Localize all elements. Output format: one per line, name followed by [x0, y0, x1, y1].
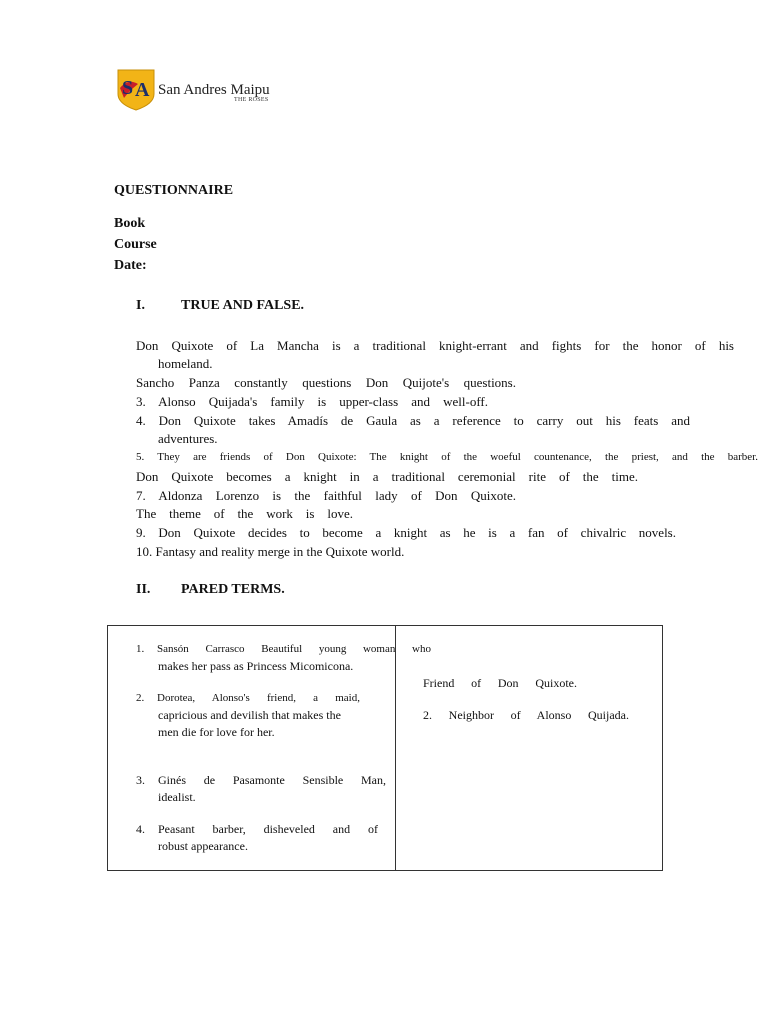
pair-left-1: Sansón Carrasco Beautiful young woman who — [157, 643, 431, 655]
book-label: Book — [114, 216, 146, 231]
pair-left-3-cont: idealist. — [158, 790, 196, 804]
question-7: 7. Aldonza Lorenzo is the faithful lady of Don Quixote. — [136, 488, 516, 503]
question-5: 5. They are friends of Don Quixote: The knight of the woeful countenance, the priest, and the barber. — [136, 451, 758, 463]
school-crest-icon — [116, 68, 156, 112]
svg-text:S: S — [122, 77, 134, 99]
section1-title: TRUE AND FALSE. — [181, 298, 305, 313]
question-4: 4. Don Quixote takes Amadís de Gaula as a reference to carry out his feats and — [136, 413, 690, 428]
question-8: The theme of the work is love. — [136, 506, 353, 521]
logo-subtitle: THE ROSES — [234, 97, 269, 103]
logo-name: San Andres Maipu — [158, 82, 270, 98]
question-2: Sancho Panza constantly questions Don Quijote's questions. — [136, 375, 516, 390]
course-label: Course — [114, 237, 157, 252]
question-3: 3. Alonso Quijada's family is upper-class and well-off. — [136, 394, 488, 409]
pair-left-2: Dorotea, Alonso's friend, a maid, — [157, 692, 360, 704]
pair-right-1: Friend of Don Quixote. — [423, 676, 577, 690]
pair-left-4: Peasant barber, disheveled and of — [158, 822, 378, 836]
section2-title: PARED TERMS. — [181, 582, 285, 597]
pair-left-4-cont: robust appearance. — [158, 839, 248, 853]
pair-left-2-cont2: men die for love for her. — [158, 725, 275, 739]
question-1: Don Quixote of La Mancha is a traditional knight-errant and fights for the honor of his — [136, 338, 734, 353]
section1-numeral: I. — [136, 298, 145, 313]
pair-left-1-cont: makes her pass as Princess Micomicona. — [158, 659, 354, 673]
section2-numeral: II. — [136, 582, 151, 597]
table-column-divider — [395, 626, 396, 870]
date-label: Date: — [114, 258, 147, 273]
pair-left-2-cont: capricious and devilish that makes the — [158, 708, 341, 722]
page-title: QUESTIONNAIRE — [114, 183, 234, 198]
question-1-cont: homeland. — [158, 356, 213, 371]
pair-left-2-number: 2. — [136, 692, 145, 704]
pair-left-1-number: 1. — [136, 643, 145, 655]
pair-left-3-number: 3. — [136, 773, 145, 787]
question-9: 9. Don Quixote decides to become a knight as he is a fan of chivalric novels. — [136, 525, 676, 540]
svg-text:A: A — [135, 79, 150, 101]
question-6: Don Quixote becomes a knight in a traditional ceremonial rite of the time. — [136, 469, 638, 484]
pair-left-3: Ginés de Pasamonte Sensible Man, — [158, 773, 386, 787]
question-10: 10. Fantasy and reality merge in the Quixote world. — [136, 544, 405, 559]
pair-left-4-number: 4. — [136, 822, 145, 836]
school-logo — [116, 68, 276, 112]
pair-right-2: 2. Neighbor of Alonso Quijada. — [423, 708, 629, 722]
question-4-cont: adventures. — [158, 431, 218, 446]
